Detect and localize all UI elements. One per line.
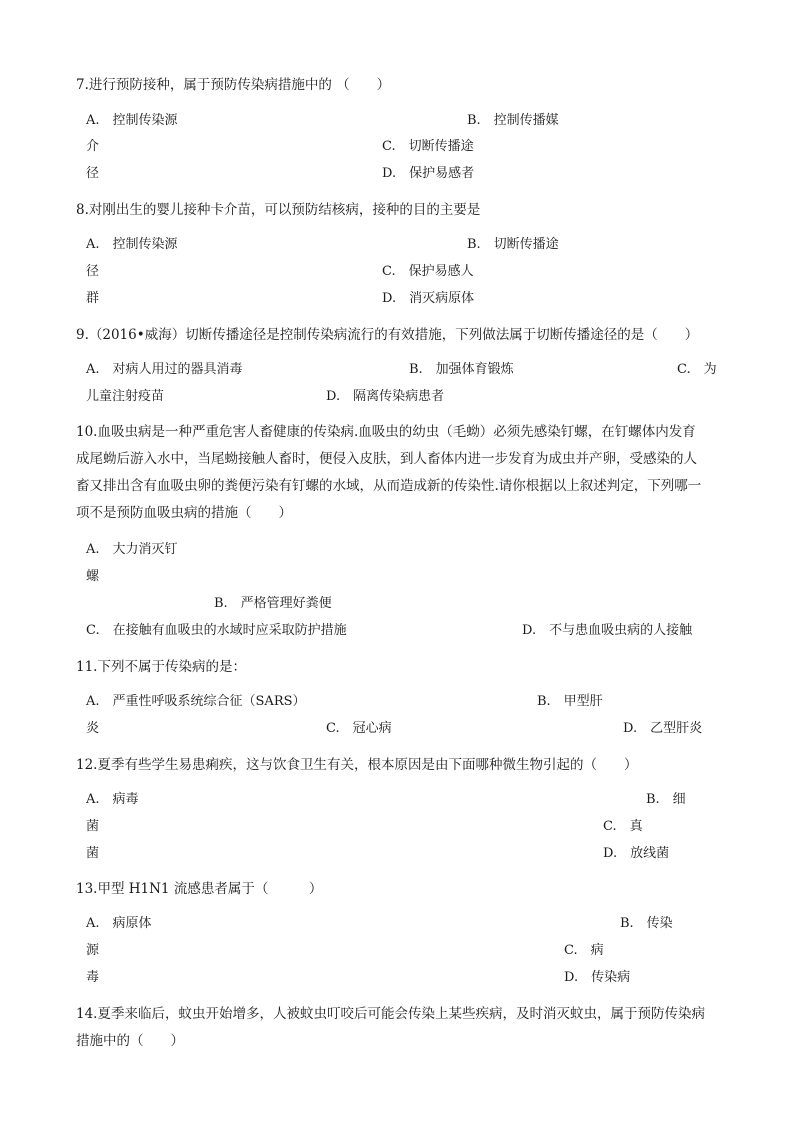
question-9-option-c-wrap: 儿童注射疫苗 bbox=[86, 389, 165, 404]
question-8-option-c-wrap: 群 bbox=[86, 291, 100, 306]
question-10-stem-line-4: 项不是预防血吸虫病的措施（ ） bbox=[76, 505, 292, 521]
question-13-option-d[interactable]: D. 传染病 bbox=[564, 970, 631, 985]
question-12-option-b-wrap: 菌 bbox=[86, 819, 100, 834]
question-9-stem: 9.（2016•威海）切断传播途径是控制传染病流行的有效措施，下列做法属于切断传播途径的是（ ） bbox=[76, 327, 699, 343]
question-13-option-c[interactable]: C. 病 bbox=[564, 943, 604, 958]
question-8-option-b[interactable]: B. 切断传播途 bbox=[467, 237, 559, 252]
question-11-option-a[interactable]: A. 严重性呼吸系统综合征（SARS） bbox=[86, 694, 306, 709]
question-11-stem: 11.下列不属于传染病的是： bbox=[76, 659, 246, 675]
question-13-option-c-wrap: 毒 bbox=[86, 970, 100, 985]
question-8-stem: 8.对刚出生的婴儿接种卡介苗，可以预防结核病，接种的目的主要是 bbox=[76, 202, 481, 218]
question-13-option-a[interactable]: A. 病原体 bbox=[86, 916, 152, 931]
question-7-option-c[interactable]: C. 切断传播途 bbox=[382, 139, 474, 154]
question-8-option-c[interactable]: C. 保护易感人 bbox=[382, 264, 474, 279]
question-10-option-b[interactable]: B. 严格管理好粪便 bbox=[214, 596, 332, 611]
question-9-option-c[interactable]: C. 为 bbox=[677, 362, 717, 377]
question-10-stem-line-2: 成尾蚴后游入水中，当尾蚴接触人畜时，便侵入皮肤，到人畜体内进一步发育为成虫并产卵，受感染的人 bbox=[76, 451, 697, 467]
question-11-option-d[interactable]: D. 乙型肝炎 bbox=[623, 721, 703, 736]
question-11-option-c[interactable]: C. 冠心病 bbox=[326, 721, 392, 736]
question-7-option-d[interactable]: D. 保护易感者 bbox=[382, 166, 475, 181]
question-8-option-d[interactable]: D. 消灭病原体 bbox=[382, 291, 475, 306]
question-7-stem: 7.进行预防接种，属于预防传染病措施中的 （ ） bbox=[76, 77, 391, 93]
question-8-option-b-wrap: 径 bbox=[86, 264, 100, 279]
question-9-option-b[interactable]: B. 加强体育锻炼 bbox=[409, 362, 514, 377]
question-13-option-b-wrap: 源 bbox=[86, 943, 100, 958]
question-10-stem-line-3: 畜又排出含有血吸虫卵的粪便污染有钉螺的水域，从而造成新的传染性.请你根据以上叙述判定，下列哪一 bbox=[76, 478, 702, 494]
question-10-stem-line-1: 10.血吸虫病是一种严重危害人畜健康的传染病.血吸虫的幼虫（毛蚴）必须先感染钉螺，在钉螺体内发育 bbox=[76, 424, 696, 440]
question-10-option-c[interactable]: C. 在接触有血吸虫的水域时应采取防护措施 bbox=[86, 623, 347, 638]
question-13-option-b[interactable]: B. 传染 bbox=[620, 916, 673, 931]
question-8-option-a[interactable]: A. 控制传染源 bbox=[86, 237, 178, 252]
question-9-option-a[interactable]: A. 对病人用过的器具消毒 bbox=[86, 362, 243, 377]
question-11-option-b-wrap: 炎 bbox=[86, 721, 100, 736]
question-12-option-c-wrap: 菌 bbox=[86, 846, 100, 861]
question-9-option-d[interactable]: D. 隔离传染病患者 bbox=[326, 389, 445, 404]
question-10-option-a[interactable]: A. 大力消灭钉 bbox=[86, 542, 178, 557]
question-7-option-b-wrap: 介 bbox=[86, 139, 100, 154]
question-12-option-b[interactable]: B. 细 bbox=[646, 792, 686, 807]
question-7-option-c-wrap: 径 bbox=[86, 166, 100, 181]
question-7-option-a[interactable]: A. 控制传染源 bbox=[86, 113, 178, 128]
question-12-option-c[interactable]: C. 真 bbox=[603, 819, 643, 834]
question-14-stem-line-1: 14.夏季来临后，蚊虫开始增多，人被蚊虫叮咬后可能会传染上某些疾病，及时消灭蚊虫，属于预防传染病 bbox=[76, 1006, 705, 1022]
question-11-option-b[interactable]: B. 甲型肝 bbox=[537, 694, 603, 709]
question-12-option-a[interactable]: A. 病毒 bbox=[86, 792, 139, 807]
question-7-option-b[interactable]: B. 控制传播媒 bbox=[467, 113, 559, 128]
question-13-stem: 13.甲型 H1N1 流感患者属于（ ） bbox=[76, 881, 323, 897]
question-12-stem: 12.夏季有些学生易患痢疾，这与饮食卫生有关，根本原因是由下面哪种微生物引起的（ ） bbox=[76, 757, 638, 773]
question-10-option-a-wrap: 螺 bbox=[86, 569, 100, 584]
question-14-stem-line-2: 措施中的（ ） bbox=[76, 1033, 184, 1049]
question-12-option-d[interactable]: D. 放线菌 bbox=[603, 846, 670, 861]
question-10-option-d[interactable]: D. 不与患血吸虫病的人接触 bbox=[522, 623, 693, 638]
